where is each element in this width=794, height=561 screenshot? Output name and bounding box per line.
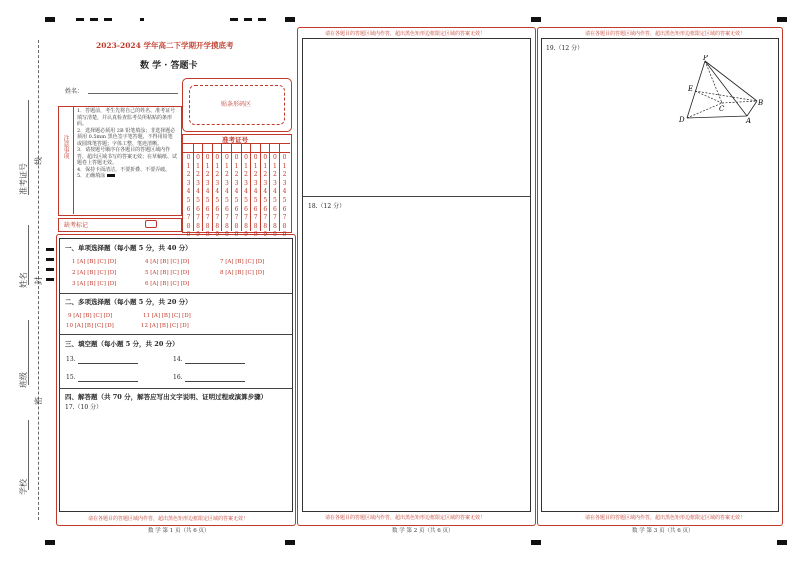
digit-bubble[interactable]: 7	[205, 214, 210, 222]
digit-bubble[interactable]: 9	[272, 231, 277, 239]
choice-row[interactable]: 12 [A] [B] [C] [D]	[141, 323, 189, 329]
digit-bubble[interactable]: 3	[263, 179, 268, 187]
digit-bubble[interactable]: 3	[186, 179, 191, 187]
digit-bubble[interactable]: 0	[196, 154, 200, 161]
digit-bubble[interactable]: 9	[186, 231, 191, 239]
admission-title-line	[182, 143, 290, 144]
digit-bubble[interactable]: 6	[205, 205, 210, 213]
vertex-label: B	[758, 99, 764, 107]
digit-bubble[interactable]: 9	[282, 231, 287, 239]
digit-bubble[interactable]: 2	[215, 171, 220, 179]
timing-mark	[285, 540, 295, 545]
digit-bubble[interactable]: 4	[215, 188, 220, 196]
digit-bubble[interactable]: 2	[205, 171, 210, 179]
note-item: 1．答题前，考生先将自己的姓名、准考证号填写清楚，并认真检查监考员所粘贴的条形码。	[77, 108, 176, 127]
digit-bubble[interactable]: 4	[234, 188, 239, 196]
digit-bubble[interactable]: 7	[282, 214, 287, 222]
digit-bubble[interactable]: 8	[253, 222, 258, 230]
digit-column-divider	[231, 143, 232, 231]
question-18-label: 18.（12 分）	[308, 203, 346, 210]
digit-bubble[interactable]: 8	[205, 222, 210, 230]
edge-CB	[722, 101, 757, 103]
timing-mark	[46, 258, 54, 261]
question-divider	[302, 196, 530, 197]
digit-bubble[interactable]: 1	[234, 162, 239, 170]
timing-mark	[531, 17, 541, 22]
binding-underline	[28, 320, 29, 385]
digit-column-divider	[260, 143, 261, 231]
digit-bubble[interactable]: 2	[282, 171, 287, 179]
digit-bubble[interactable]: 3	[244, 179, 248, 187]
digit-bubble[interactable]: 1	[205, 162, 210, 170]
digit-bubble[interactable]: 2	[234, 171, 239, 179]
digit-bubble[interactable]: 9	[224, 231, 229, 239]
blank-label: 13.	[66, 356, 76, 363]
digit-bubble[interactable]: 4	[282, 188, 287, 196]
section-3-title: 三、填空题（每小题 5 分，共 20 分）	[65, 340, 179, 348]
digit-bubble[interactable]: 5	[186, 196, 191, 204]
digit-bubble[interactable]: 3	[282, 179, 287, 187]
digit-bubble[interactable]: 0	[253, 154, 258, 161]
digit-column-divider	[212, 143, 213, 231]
digit-bubble[interactable]: 8	[196, 222, 200, 230]
binding-label: 准考证号	[19, 163, 28, 195]
digit-bubble[interactable]: 4	[205, 188, 210, 196]
digit-column-divider	[221, 143, 222, 231]
digit-bubble[interactable]: 4	[244, 188, 248, 196]
vertex-label: C	[719, 105, 725, 113]
admission-write-row	[182, 152, 290, 153]
edge-AB	[747, 101, 757, 116]
binding-label: 班级	[19, 372, 28, 388]
digit-bubble[interactable]: 8	[234, 222, 239, 230]
digit-column-divider	[279, 143, 280, 231]
digit-bubble[interactable]: 1	[224, 162, 229, 170]
binding-label: 姓名	[19, 272, 28, 288]
binding-underline	[28, 100, 29, 195]
digit-bubble[interactable]: 1	[282, 162, 287, 170]
digit-bubble[interactable]: 5	[215, 196, 220, 204]
digit-bubble[interactable]: 0	[215, 154, 220, 161]
digit-bubble[interactable]: 6	[244, 205, 248, 213]
notes-list	[77, 108, 177, 180]
digit-bubble[interactable]: 2	[263, 171, 268, 179]
edge-DC	[687, 103, 722, 118]
digit-bubble[interactable]: 9	[253, 231, 258, 239]
digit-column-divider	[250, 143, 251, 231]
digit-bubble[interactable]: 2	[224, 171, 229, 179]
digit-bubble[interactable]: 4	[186, 188, 191, 196]
warning-text: 请在各题目的答题区域内作答，超出黑色矩形边框限定区域的答案无效！	[88, 516, 249, 522]
timing-mark	[777, 17, 787, 22]
digit-bubble[interactable]: 4	[263, 188, 268, 196]
digit-bubble[interactable]: 7	[234, 214, 239, 222]
fill-sample	[107, 174, 115, 177]
digit-bubble[interactable]: 2	[253, 171, 258, 179]
timing-mark	[45, 17, 55, 22]
blank-label: 15.	[66, 374, 76, 381]
digit-bubble[interactable]: 9	[196, 231, 200, 239]
choice-row[interactable]: 2 [A] [B] [C] [D]	[72, 270, 117, 276]
digit-bubble[interactable]: 8	[186, 222, 191, 230]
absent-checkbox[interactable]	[145, 220, 157, 228]
admission-title: 准考证号	[222, 136, 248, 144]
timing-mark	[258, 18, 266, 21]
digit-bubble[interactable]: 7	[186, 214, 191, 222]
vertex-label: E	[688, 85, 694, 93]
subject-title: 数 学 · 答题卡	[140, 61, 198, 71]
timing-mark	[140, 18, 144, 21]
pyramid-figure	[675, 55, 770, 125]
digit-bubble[interactable]: 5	[205, 196, 210, 204]
digit-bubble[interactable]: 4	[196, 188, 200, 196]
notes-divider	[73, 106, 74, 214]
digit-bubble[interactable]: 8	[244, 222, 248, 230]
section-1-title: 一、单项选择题（每小题 5 分，共 40 分）	[65, 244, 192, 252]
choice-row[interactable]: 11 [A] [B] [C] [D]	[143, 313, 191, 319]
digit-bubble[interactable]: 6	[263, 205, 268, 213]
section-4-title: 四、解答题（共 70 分，解答应写出文字说明、证明过程或演算步骤）	[65, 393, 268, 401]
digit-bubble[interactable]: 8	[263, 222, 268, 230]
digit-bubble[interactable]: 9	[244, 231, 248, 239]
digit-bubble[interactable]: 7	[224, 214, 229, 222]
digit-bubble[interactable]: 2	[186, 171, 191, 179]
digit-bubble[interactable]: 9	[263, 231, 268, 239]
digit-bubble[interactable]: 1	[263, 162, 268, 170]
timing-mark	[230, 18, 238, 21]
digit-bubble[interactable]: 6	[234, 205, 239, 213]
choice-row[interactable]: 4 [A] [B] [C] [D]	[145, 259, 190, 265]
note-item: 3．请按题号顺序在各题目的答题区域内作答，超出区域书写的答案无效；在草稿纸、试题卷上答题无效。	[77, 147, 178, 166]
digit-bubble[interactable]: 7	[272, 214, 277, 222]
digit-bubble[interactable]: 5	[282, 196, 287, 204]
digit-bubble[interactable]: 9	[205, 231, 210, 239]
blank-label: 16.	[173, 374, 183, 381]
page-footer: 数 学 第 3 页（共 6 页）	[632, 528, 694, 534]
timing-mark	[46, 268, 54, 271]
blank-label: 14.	[173, 356, 183, 363]
digit-bubble[interactable]: 8	[224, 222, 229, 230]
timing-mark	[104, 18, 112, 21]
digit-bubble[interactable]: 0	[244, 154, 248, 161]
absent-label: 缺考标记	[64, 222, 89, 229]
timing-mark	[90, 18, 98, 21]
choice-row[interactable]: 5 [A] [B] [C] [D]	[145, 270, 190, 276]
digit-bubble[interactable]: 5	[263, 196, 268, 204]
vertex-label: P	[703, 55, 708, 62]
digit-bubble[interactable]: 1	[196, 162, 200, 170]
digit-column-divider	[202, 143, 203, 231]
digit-bubble[interactable]: 1	[244, 162, 248, 170]
name-field[interactable]	[88, 93, 178, 94]
digit-bubble[interactable]: 3	[272, 179, 277, 187]
choice-row[interactable]: 7 [A] [B] [C] [D]	[220, 259, 265, 265]
question-19-label: 19.（12 分）	[546, 45, 584, 52]
digit-bubble[interactable]: 0	[224, 154, 229, 161]
warning-text: 请在各题目的答题区域内作答，超出黑色矩形边框限定区域的答案无效！	[325, 31, 486, 37]
answer-area-18[interactable]	[305, 210, 527, 506]
timing-mark	[76, 18, 84, 21]
digit-bubble[interactable]: 2	[272, 171, 277, 179]
digit-bubble[interactable]: 6	[215, 205, 220, 213]
choice-row[interactable]: 10 [A] [B] [C] [D]	[66, 323, 114, 329]
digit-bubble[interactable]: 0	[272, 154, 277, 161]
warning-text: 请在各题目的答题区域内作答，超出黑色矩形边框限定区域的答案无效！	[585, 515, 746, 521]
timing-mark	[244, 18, 252, 21]
digit-bubble[interactable]: 4	[253, 188, 258, 196]
barcode-area	[182, 78, 292, 132]
warning-text: 请在各题目的答题区域内作答，超出黑色矩形边框限定区域的答案无效！	[325, 515, 486, 521]
binding-underline	[28, 225, 29, 285]
warning-text: 请在各题目的答题区域内作答，超出黑色矩形边框限定区域的答案无效！	[585, 31, 746, 37]
digit-bubble[interactable]: 5	[253, 196, 258, 204]
choice-row[interactable]: 3 [A] [B] [C] [D]	[72, 281, 117, 287]
timing-mark	[46, 278, 54, 281]
digit-bubble[interactable]: 2	[244, 171, 248, 179]
note-item-text: 5．正确填涂	[77, 173, 106, 179]
digit-bubble[interactable]: 0	[234, 154, 239, 161]
digit-bubble[interactable]: 7	[263, 214, 268, 222]
choice-row[interactable]: 1 [A] [B] [C] [D]	[72, 259, 117, 265]
digit-bubble[interactable]: 5	[196, 196, 200, 204]
vertex-label: A	[746, 117, 752, 125]
page-footer: 数 学 第 1 页（共 6 页）	[148, 528, 210, 534]
vertex-label: D	[679, 116, 685, 124]
digit-bubble[interactable]: 4	[224, 188, 229, 196]
digit-bubble[interactable]: 6	[272, 205, 277, 213]
digit-bubble[interactable]: 9	[215, 231, 220, 239]
digit-bubble[interactable]: 4	[272, 188, 277, 196]
digit-bubble[interactable]: 0	[205, 154, 210, 161]
edge-DA	[687, 116, 747, 118]
digit-column-divider	[269, 143, 270, 231]
binding-label: 封	[34, 277, 43, 285]
digit-bubble[interactable]: 7	[196, 214, 200, 222]
digit-bubble[interactable]: 3	[215, 179, 220, 187]
digit-bubble[interactable]: 2	[196, 171, 200, 179]
digit-bubble[interactable]: 6	[196, 205, 200, 213]
note-item	[77, 173, 177, 180]
digit-column[interactable]	[280, 154, 289, 240]
digit-bubble[interactable]: 5	[244, 196, 248, 204]
digit-bubble[interactable]: 3	[205, 179, 210, 187]
digit-bubble[interactable]: 6	[186, 205, 191, 213]
digit-bubble[interactable]: 6	[282, 205, 287, 213]
choice-row[interactable]: 8 [A] [B] [C] [D]	[220, 270, 265, 276]
barcode-label: 贴条形码区	[221, 101, 252, 108]
timing-mark	[777, 540, 787, 545]
timing-mark	[46, 248, 54, 251]
choice-row[interactable]: 6 [A] [B] [C] [D]	[145, 281, 190, 287]
digit-bubble[interactable]: 0	[186, 154, 191, 161]
digit-bubble[interactable]: 7	[253, 214, 258, 222]
page-footer: 数 学 第 2 页（共 6 页）	[392, 528, 454, 534]
notes-title: 注意事项	[62, 135, 69, 159]
digit-bubble[interactable]: 1	[253, 162, 258, 170]
edge-EC	[695, 91, 722, 103]
note-item: 2．选择题必须用 2B 铅笔填涂；非选择题必须用 0.5mm 黑色签字笔答题，不得用铅笔或圆珠笔答题；字体工整、笔迹清晰。	[77, 127, 176, 147]
digit-bubble[interactable]: 7	[215, 214, 220, 222]
timing-mark	[285, 17, 295, 22]
edge-EB	[695, 91, 757, 101]
name-label: 姓名：	[65, 88, 84, 95]
digit-bubble[interactable]: 8	[272, 222, 277, 230]
binding-underline	[28, 420, 29, 490]
page-1-frame	[56, 234, 296, 526]
digit-bubble[interactable]: 8	[282, 222, 287, 230]
binding-label: 学校	[19, 479, 28, 495]
digit-bubble[interactable]: 0	[282, 154, 287, 161]
binding-label: 密	[34, 397, 43, 405]
section-2-title: 二、多项选择题（每小题 5 分，共 20 分）	[65, 298, 192, 306]
timing-mark	[531, 540, 541, 545]
digit-bubble[interactable]: 6	[224, 205, 229, 213]
digit-bubble[interactable]: 3	[224, 179, 229, 187]
digit-bubble[interactable]: 0	[263, 154, 268, 161]
question-17-label: 17.（10 分）	[65, 404, 103, 411]
digit-bubble[interactable]: 1	[272, 162, 277, 170]
exam-title: 2023-2024 学年高二下学期开学摸底考	[96, 41, 234, 50]
digit-column-divider	[241, 143, 242, 231]
digit-column-divider	[193, 143, 194, 231]
choice-row[interactable]: 9 [A] [B] [C] [D]	[68, 313, 113, 319]
digit-bubble[interactable]: 3	[234, 179, 239, 187]
digit-bubble[interactable]: 5	[234, 196, 239, 204]
digit-bubble[interactable]: 1	[215, 162, 220, 170]
binding-label: 线	[34, 157, 43, 165]
digit-bubble[interactable]: 1	[186, 162, 191, 170]
digit-bubble[interactable]: 5	[224, 196, 229, 204]
note-item: 4．保持卡面清洁，不要折叠、不要弄破。	[77, 166, 171, 173]
digit-bubble[interactable]: 5	[272, 196, 277, 204]
digit-bubble[interactable]: 3	[196, 179, 200, 187]
digit-bubble[interactable]: 3	[253, 179, 258, 187]
digit-bubble[interactable]: 9	[234, 231, 239, 239]
digit-bubble[interactable]: 7	[244, 214, 248, 222]
timing-mark	[45, 540, 55, 545]
digit-bubble[interactable]: 8	[215, 222, 220, 230]
digit-bubble[interactable]: 6	[253, 205, 258, 213]
